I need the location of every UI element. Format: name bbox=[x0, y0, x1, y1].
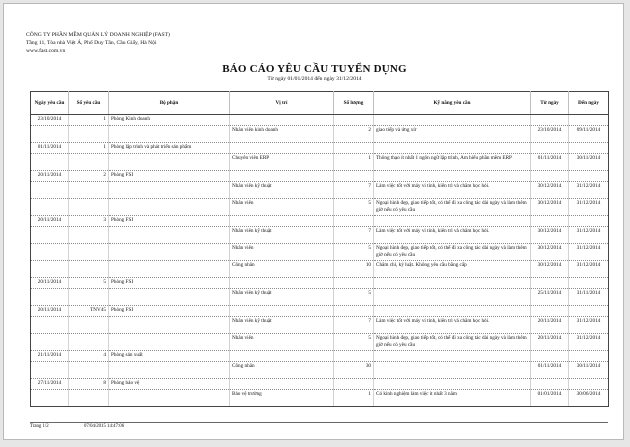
cell-to-date bbox=[569, 216, 609, 227]
cell-department: Phòng FSI bbox=[109, 216, 230, 227]
cell-from-date bbox=[531, 379, 569, 390]
report-title: BÁO CÁO YÊU CẦU TUYỂN DỤNG bbox=[222, 63, 407, 75]
cell-request-date bbox=[31, 317, 69, 334]
cell-department bbox=[109, 261, 230, 278]
header-request-no: Số yêu cầu bbox=[69, 92, 109, 115]
cell-from-date: 30/12/2014 bbox=[531, 199, 569, 216]
cell-request-no bbox=[69, 390, 109, 407]
cell-to-date bbox=[569, 143, 609, 154]
cell-skills: Làm việc tốt với máy vi tính, kiên trì và chăm học hỏi. bbox=[374, 317, 531, 334]
cell-request-no bbox=[69, 154, 109, 171]
cell-from-date: 01/01/2014 bbox=[531, 390, 569, 407]
cell-request-no bbox=[69, 199, 109, 216]
cell-position bbox=[230, 216, 334, 227]
cell-position: Chuyên viên ERP bbox=[230, 154, 334, 171]
cell-to-date bbox=[569, 278, 609, 289]
cell-quantity bbox=[334, 216, 374, 227]
cell-skills bbox=[374, 306, 531, 317]
footer-page-number: Trang 1/2 bbox=[30, 424, 49, 429]
cell-skills: Làm việc tốt với máy vi tính, kiên trì và chăm học hỏi. bbox=[374, 227, 531, 244]
cell-quantity: 7 bbox=[334, 317, 374, 334]
table-row-position bbox=[31, 199, 609, 216]
cell-quantity: 1 bbox=[334, 154, 374, 171]
cell-position: Công nhân bbox=[230, 261, 334, 278]
cell-request-date: 20/11/2014 bbox=[31, 216, 69, 227]
header-skills: Kỹ năng yêu cầu bbox=[374, 92, 531, 115]
cell-position: Bảo vệ trường bbox=[230, 390, 334, 407]
header-request-date: Ngày yêu cầu bbox=[31, 92, 69, 115]
table-row-request bbox=[31, 171, 609, 182]
table-row-position bbox=[31, 362, 609, 379]
cell-quantity: 7 bbox=[334, 227, 374, 244]
table-row-request bbox=[31, 216, 609, 227]
cell-position bbox=[230, 143, 334, 154]
cell-position bbox=[230, 171, 334, 182]
cell-position: Công nhân bbox=[230, 362, 334, 379]
cell-quantity: 1 bbox=[334, 390, 374, 407]
cell-request-date bbox=[31, 334, 69, 351]
cell-to-date bbox=[569, 115, 609, 126]
cell-position bbox=[230, 351, 334, 362]
cell-skills: Có kinh nghiệm làm việc ít nhất 3 năm bbox=[374, 390, 531, 407]
cell-quantity: 7 bbox=[334, 182, 374, 199]
cell-to-date: 31/11/2014 bbox=[569, 289, 609, 306]
cell-department: Phòng FSI bbox=[109, 171, 230, 182]
cell-position bbox=[230, 379, 334, 390]
cell-quantity: 2 bbox=[334, 126, 374, 143]
company-name: CÔNG TY PHẦN MỀM QUẢN LÝ DOANH NGHIỆP (FAST) bbox=[26, 32, 170, 38]
cell-department bbox=[109, 390, 230, 407]
cell-request-no: 1 bbox=[69, 143, 109, 154]
cell-department bbox=[109, 227, 230, 244]
cell-request-date bbox=[31, 261, 69, 278]
cell-request-date bbox=[31, 227, 69, 244]
cell-request-no bbox=[69, 317, 109, 334]
cell-position: Nhân viên kỹ thuật bbox=[230, 289, 334, 306]
cell-request-date: 20/11/2014 bbox=[31, 171, 69, 182]
cell-request-date bbox=[31, 362, 69, 379]
table-row-position bbox=[31, 390, 609, 407]
header-from-date: Từ ngày bbox=[531, 92, 569, 115]
header-to-date: Đến ngày bbox=[569, 92, 609, 115]
cell-to-date: 31/12/2014 bbox=[569, 261, 609, 278]
table-row-request bbox=[31, 143, 609, 154]
cell-from-date: 23/10/2014 bbox=[531, 126, 569, 143]
cell-from-date bbox=[531, 143, 569, 154]
cell-quantity: 5 bbox=[334, 199, 374, 216]
table-body bbox=[31, 115, 609, 407]
cell-request-date bbox=[31, 390, 69, 407]
cell-skills: Ngoại hình đẹp, giao tiếp tốt, có thể đi xa công tác dài ngày và làm thêm giờ nếu có yêu cầu bbox=[374, 334, 531, 351]
cell-to-date: 31/12/2014 bbox=[569, 317, 609, 334]
cell-quantity bbox=[334, 306, 374, 317]
table-row-position bbox=[31, 261, 609, 278]
cell-request-no bbox=[69, 362, 109, 379]
cell-from-date: 25/11/2014 bbox=[531, 289, 569, 306]
table-row-request bbox=[31, 278, 609, 289]
cell-request-date bbox=[31, 182, 69, 199]
cell-position: Nhân viên kỹ thuật bbox=[230, 317, 334, 334]
cell-from-date: 01/11/2014 bbox=[531, 362, 569, 379]
cell-request-no: 5 bbox=[69, 278, 109, 289]
cell-skills bbox=[374, 379, 531, 390]
cell-quantity: 5 bbox=[334, 334, 374, 351]
cell-skills bbox=[374, 278, 531, 289]
cell-position: Nhân viên bbox=[230, 334, 334, 351]
cell-position bbox=[230, 115, 334, 126]
cell-quantity bbox=[334, 143, 374, 154]
cell-position: Nhân viên kỹ thuật bbox=[230, 227, 334, 244]
cell-request-no: 1 bbox=[69, 115, 109, 126]
cell-skills: Ngoại hình đẹp, giao tiếp tốt, có thể đi xa công tác dài ngày và làm thêm giờ nếu có yêu cầu bbox=[374, 199, 531, 216]
cell-from-date bbox=[531, 306, 569, 317]
footer-divider bbox=[30, 422, 608, 423]
cell-request-no bbox=[69, 126, 109, 143]
report-date-range: Từ ngày 01/01/2014 đến ngày 31/12/2014 bbox=[267, 76, 362, 82]
cell-to-date: 31/12/2014 bbox=[569, 334, 609, 351]
cell-skills bbox=[374, 171, 531, 182]
cell-department: Phòng lập trình và phát triển sản phẩm bbox=[109, 143, 230, 154]
cell-request-no: 8 bbox=[69, 379, 109, 390]
cell-quantity bbox=[334, 379, 374, 390]
cell-quantity bbox=[334, 278, 374, 289]
cell-request-no: TNV45 bbox=[69, 306, 109, 317]
cell-quantity bbox=[334, 171, 374, 182]
cell-request-date: 27/11/2014 bbox=[31, 379, 69, 390]
cell-skills bbox=[374, 115, 531, 126]
table-row-position bbox=[31, 227, 609, 244]
cell-to-date: 31/12/2014 bbox=[569, 182, 609, 199]
cell-from-date bbox=[531, 351, 569, 362]
cell-request-date bbox=[31, 199, 69, 216]
cell-to-date: 31/12/2014 bbox=[569, 244, 609, 261]
cell-skills bbox=[374, 143, 531, 154]
cell-department: Phòng bảo vệ bbox=[109, 379, 230, 390]
cell-department bbox=[109, 334, 230, 351]
cell-from-date: 30/12/2014 bbox=[531, 244, 569, 261]
cell-department bbox=[109, 182, 230, 199]
cell-department bbox=[109, 362, 230, 379]
table-row-request bbox=[31, 379, 609, 390]
cell-position: Nhân viên bbox=[230, 199, 334, 216]
table-row-request bbox=[31, 306, 609, 317]
cell-skills: Làm việc tốt với máy vi tính, kiên trì và chăm học hỏi. bbox=[374, 182, 531, 199]
table-row-position bbox=[31, 289, 609, 306]
cell-department: Phòng FSI bbox=[109, 306, 230, 317]
cell-quantity bbox=[334, 115, 374, 126]
report-page bbox=[3, 3, 624, 440]
cell-to-date bbox=[569, 171, 609, 182]
cell-skills bbox=[374, 351, 531, 362]
cell-department bbox=[109, 289, 230, 306]
table-row-position bbox=[31, 182, 609, 199]
cell-position: Nhân viên kinh doanh bbox=[230, 126, 334, 143]
header-position: Vị trí bbox=[230, 92, 334, 115]
cell-position bbox=[230, 278, 334, 289]
cell-department: Phòng FSI bbox=[109, 278, 230, 289]
cell-skills bbox=[374, 289, 531, 306]
company-address: Tầng 11, Tòa nhà Việt Á, Phố Duy Tân, Cầu Giấy, Hà Nội bbox=[26, 40, 157, 46]
cell-request-date: 20/11/2014 bbox=[31, 306, 69, 317]
cell-quantity: 30 bbox=[334, 362, 374, 379]
cell-department bbox=[109, 126, 230, 143]
cell-department: Phòng sản xuất bbox=[109, 351, 230, 362]
table-row-position bbox=[31, 154, 609, 171]
cell-request-date: 21/11/2014 bbox=[31, 351, 69, 362]
cell-to-date: 30/06/2014 bbox=[569, 390, 609, 407]
cell-to-date bbox=[569, 306, 609, 317]
cell-from-date: 30/12/2014 bbox=[531, 227, 569, 244]
cell-from-date: 30/12/2014 bbox=[531, 261, 569, 278]
table-row-request bbox=[31, 115, 609, 126]
cell-to-date: 30/11/2014 bbox=[569, 362, 609, 379]
cell-request-no: 3 bbox=[69, 216, 109, 227]
cell-skills bbox=[374, 362, 531, 379]
cell-from-date bbox=[531, 278, 569, 289]
cell-from-date bbox=[531, 216, 569, 227]
cell-from-date bbox=[531, 171, 569, 182]
cell-quantity bbox=[334, 351, 374, 362]
cell-position bbox=[230, 306, 334, 317]
cell-from-date: 20/11/2014 bbox=[531, 317, 569, 334]
cell-request-date: 23/10/2014 bbox=[31, 115, 69, 126]
header-quantity: Số lượng bbox=[334, 92, 374, 115]
cell-from-date: 20/11/2014 bbox=[531, 334, 569, 351]
cell-skills: Ngoại hình đẹp, giao tiếp tốt, có thể đi xa công tác dài ngày và làm thêm giờ nếu có yêu cầu bbox=[374, 244, 531, 261]
cell-request-date bbox=[31, 244, 69, 261]
table-header-row bbox=[31, 92, 609, 115]
cell-department: Phòng Kinh doanh bbox=[109, 115, 230, 126]
cell-from-date: 30/12/2014 bbox=[531, 182, 569, 199]
cell-to-date: 09/11/2014 bbox=[569, 126, 609, 143]
table-row-position bbox=[31, 334, 609, 351]
cell-request-date: 20/11/2014 bbox=[31, 278, 69, 289]
cell-to-date bbox=[569, 379, 609, 390]
cell-skills: giao tiếp và ứng xử bbox=[374, 126, 531, 143]
cell-from-date: 01/11/2014 bbox=[531, 154, 569, 171]
recruitment-table bbox=[30, 91, 609, 407]
cell-skills bbox=[374, 216, 531, 227]
cell-request-date bbox=[31, 126, 69, 143]
cell-quantity: 10 bbox=[334, 261, 374, 278]
cell-to-date: 31/12/2014 bbox=[569, 199, 609, 216]
cell-to-date: 30/11/2014 bbox=[569, 154, 609, 171]
cell-skills: Chăm chỉ, kỷ luật. Không yêu cầu bằng cấp bbox=[374, 261, 531, 278]
cell-request-date bbox=[31, 154, 69, 171]
cell-quantity: 5 bbox=[334, 289, 374, 306]
cell-to-date: 31/12/2014 bbox=[569, 227, 609, 244]
footer-print-time: 07/04/2015 14:47:06 bbox=[84, 424, 125, 429]
header-department: Bộ phận bbox=[109, 92, 230, 115]
cell-request-date bbox=[31, 289, 69, 306]
cell-from-date bbox=[531, 115, 569, 126]
cell-request-no bbox=[69, 182, 109, 199]
table-row-position bbox=[31, 126, 609, 143]
cell-position: Nhân viên kỹ thuật bbox=[230, 182, 334, 199]
cell-quantity: 5 bbox=[334, 244, 374, 261]
cell-request-no: 2 bbox=[69, 171, 109, 182]
cell-position: Nhân viên bbox=[230, 244, 334, 261]
company-header bbox=[26, 31, 170, 55]
company-website: www.fast.com.vn bbox=[26, 48, 66, 54]
table-row-position bbox=[31, 244, 609, 261]
cell-request-no bbox=[69, 261, 109, 278]
cell-request-no bbox=[69, 289, 109, 306]
cell-request-date: 01/11/2014 bbox=[31, 143, 69, 154]
cell-request-no bbox=[69, 227, 109, 244]
cell-department bbox=[109, 199, 230, 216]
cell-request-no bbox=[69, 334, 109, 351]
cell-department bbox=[109, 244, 230, 261]
table-row-request bbox=[31, 351, 609, 362]
cell-department bbox=[109, 154, 230, 171]
cell-skills: Thông thạo ít nhất 1 ngôn ngữ lập trình, Am hiểu phần mềm ERP bbox=[374, 154, 531, 171]
cell-request-no bbox=[69, 244, 109, 261]
cell-department bbox=[109, 317, 230, 334]
table-row-position bbox=[31, 317, 609, 334]
cell-to-date bbox=[569, 351, 609, 362]
cell-request-no: 4 bbox=[69, 351, 109, 362]
